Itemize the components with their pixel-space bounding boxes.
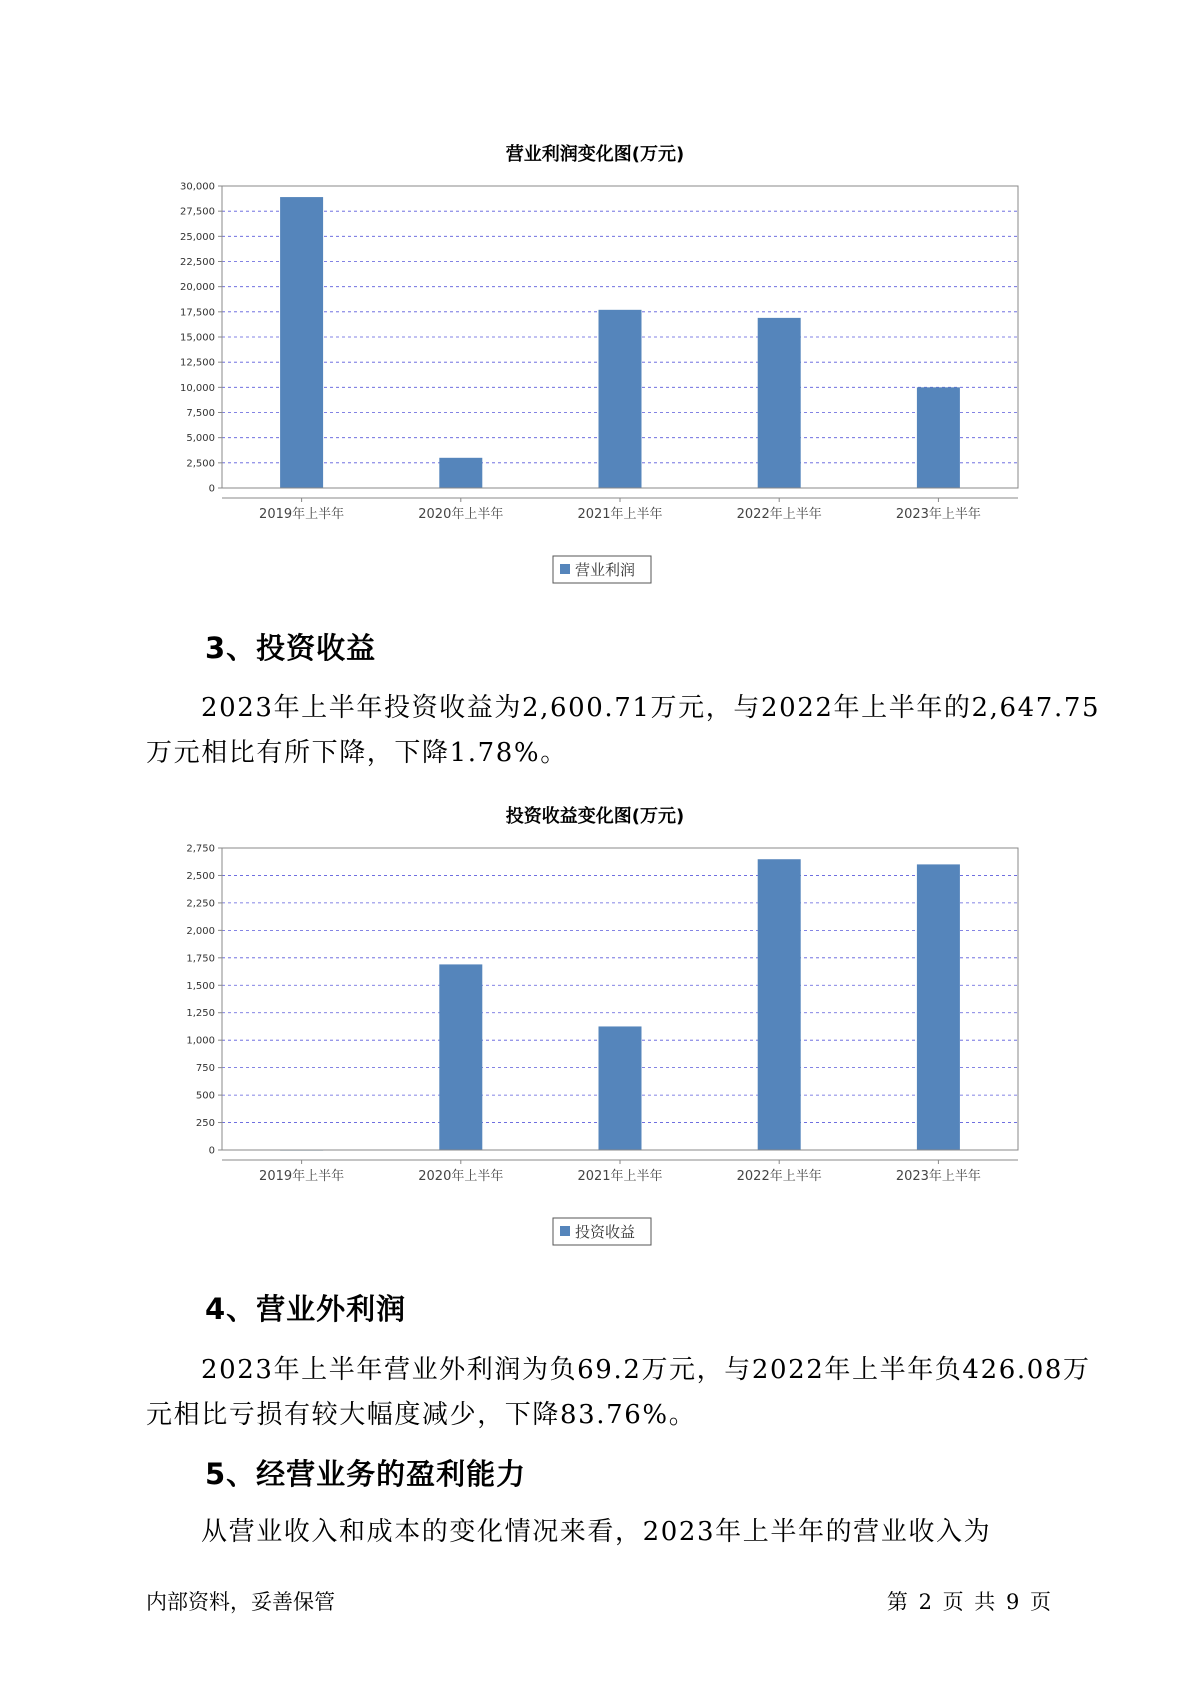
x-tick-label: 2023年上半年 [895,1169,981,1184]
bar [599,310,642,488]
x-axis-ticks [222,1160,1018,1184]
paragraph-line: 万元相比有所下降，下降1.78%。 [146,738,568,768]
y-tick-label: 500 [195,1090,215,1102]
y-tick-label: 10,000 [180,382,215,394]
y-tick-label: 30,000 [180,181,215,193]
x-tick-label: 2019年上半年 [259,507,345,522]
footer-confidential-note: 内部资料，妥善保管 [146,1590,335,1614]
chart-legend [553,1218,651,1245]
y-tick-label: 1,250 [186,1008,215,1020]
paragraph-investment-income [146,686,1101,776]
y-tick-label: 250 [195,1118,215,1130]
operating-profit-chart-svg [0,130,1191,600]
x-tick-label: 2020年上半年 [418,1169,504,1184]
x-tick-label: 2020年上半年 [418,507,504,522]
legend-swatch [560,1226,570,1236]
bar [280,197,323,488]
y-axis-ticks [180,182,222,495]
legend-swatch [560,564,570,574]
y-tick-label: 25,000 [180,231,215,243]
y-tick-label: 22,500 [180,257,215,268]
y-tick-label: 1,750 [186,953,215,965]
paragraph-line: 元相比亏损有较大幅度减少，下降83.76%。 [146,1400,697,1430]
bar [917,387,960,488]
y-tick-label: 20,000 [180,282,215,294]
legend-label: 投资收益 [575,1223,636,1241]
y-tick-label: 17,500 [180,307,215,319]
chart-legend [553,556,651,583]
paragraph-line: 2023年上半年营业外利润为负69.2万元，与2022年上半年负426.08万 [201,1355,1091,1385]
paragraph-line: 2023年上半年投资收益为2,600.71万元，与2022年上半年的2,647.75 [201,693,1101,723]
bar [439,964,482,1150]
y-tick-label: 0 [208,1145,215,1157]
investment-income-chart-svg [0,792,1191,1262]
paragraph-profitability [146,1510,1046,1555]
x-axis-ticks [222,498,1018,522]
y-tick-label: 2,250 [186,898,215,910]
y-tick-label: 0 [208,483,215,495]
y-tick-label: 750 [195,1063,215,1075]
investment-income-chart [0,792,1191,1262]
section-heading-profitability: 5、经营业务的盈利能力 [205,1457,527,1491]
y-tick-label: 2,000 [186,925,215,937]
x-tick-label: 2021年上半年 [577,507,663,522]
operating-profit-chart [0,130,1191,600]
y-tick-label: 2,500 [186,870,215,882]
bar [599,1026,642,1150]
paragraph-line: 从营业收入和成本的变化情况来看，2023年上半年的营业收入为 [201,1517,992,1547]
footer-page-number: 第 2 页 共 9 页 [886,1590,1051,1614]
y-tick-label: 2,500 [186,458,215,470]
x-tick-label: 2019年上半年 [259,1169,345,1184]
y-tick-label: 2,750 [186,843,215,855]
bar [439,458,482,488]
chart-bars [280,197,960,488]
y-tick-label: 27,500 [180,206,215,218]
paragraph-non-operating-profit [146,1348,1091,1438]
y-tick-label: 7,500 [186,408,215,419]
section-heading-investment-income: 3、投资收益 [205,631,377,665]
legend-label: 营业利润 [575,561,636,579]
x-tick-label: 2022年上半年 [736,507,822,522]
x-tick-label: 2023年上半年 [895,507,981,522]
y-tick-label: 1,000 [186,1035,215,1047]
y-tick-label: 12,500 [180,357,215,369]
y-tick-label: 5,000 [186,433,215,445]
section-heading-non-operating-profit: 4、营业外利润 [205,1292,407,1326]
y-axis-ticks [186,844,222,1157]
y-tick-label: 15,000 [180,332,215,344]
chart-title: 投资收益变化图(万元) [505,806,685,827]
bar [758,859,801,1150]
bar [917,864,960,1150]
x-tick-label: 2021年上半年 [577,1169,663,1184]
x-tick-label: 2022年上半年 [736,1169,822,1184]
bar [758,318,801,488]
y-tick-label: 1,500 [186,980,215,992]
chart-title: 营业利润变化图(万元) [505,144,685,165]
